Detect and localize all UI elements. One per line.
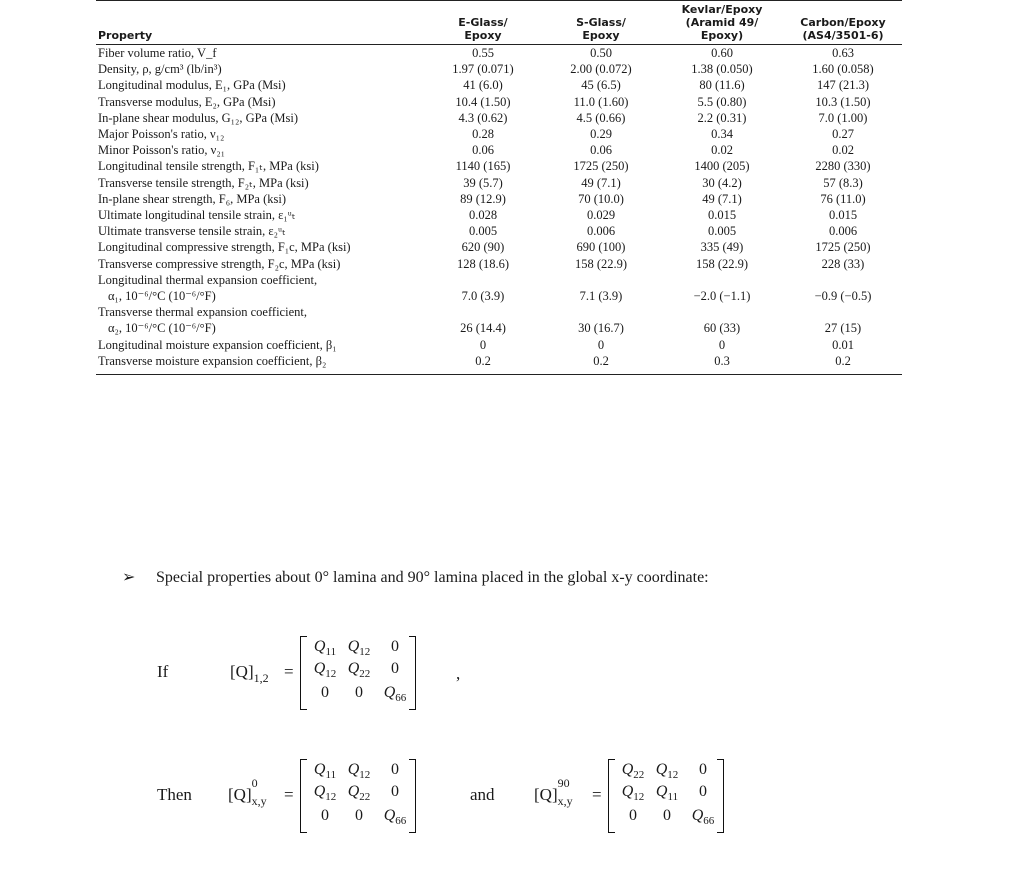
value-cell: 41 (6.0) (463, 78, 503, 93)
table-row (96, 256, 902, 272)
header-kevlar: Kevlar/Epoxy (Aramid 49/ Epoxy) (660, 1, 784, 45)
equals-sign: = (592, 785, 602, 804)
property-cell: Minor Poisson's ratio, ν₂₁ (98, 143, 226, 158)
value-cell: 147 (21.3) (816, 78, 870, 93)
property-cell: Longitudinal modulus, E₁, GPa (Msi) (98, 78, 286, 93)
property-cell: In-plane shear modulus, G₁₂, GPa (Msi) (98, 110, 298, 125)
value-cell: 0.06 (590, 143, 612, 158)
value-cell: 2.2 (0.31) (697, 110, 747, 125)
table-row (96, 158, 902, 174)
value-cell: 0.2 (835, 353, 851, 368)
then-word: Then (157, 785, 192, 804)
value-cell: 30 (4.2) (702, 175, 742, 190)
matrix-entry: 0 (321, 684, 329, 701)
table-row (96, 77, 902, 93)
value-cell: 11.0 (1.60) (573, 94, 629, 109)
matrix-entry: $Q_{66}$ (383, 684, 407, 704)
matrix-entry: $Q_{11}$ (313, 761, 337, 781)
value-cell: 7.1 (3.9) (579, 288, 623, 303)
value-cell: −2.0 (−1.1) (693, 288, 751, 303)
ninety-degree-stiffness-matrix (608, 759, 724, 831)
value-cell: 1140 (165) (455, 159, 511, 174)
value-cell: 80 (11.6) (699, 78, 745, 93)
value-cell: 0.01 (832, 337, 854, 352)
value-cell: 620 (90) (461, 240, 505, 255)
value-cell: 0.02 (832, 143, 854, 158)
matrix-entry: $Q_{12}$ (347, 761, 371, 781)
value-cell: 0.27 (832, 127, 854, 142)
value-cell: 1400 (205) (694, 159, 750, 174)
table-row (96, 207, 902, 223)
value-cell: 228 (33) (821, 256, 865, 271)
q12-label: $[Q]_{1,2}$ (230, 662, 269, 685)
value-cell: 0.006 (586, 224, 616, 239)
value-cell: 0.3 (714, 353, 730, 368)
value-cell: 89 (12.9) (460, 191, 506, 206)
comma: , (456, 664, 461, 683)
matrix-entry: 0 (699, 761, 707, 778)
table-row (96, 337, 902, 353)
value-cell: 158 (22.9) (695, 256, 749, 271)
equals-sign: = (284, 662, 294, 681)
value-cell: 0.029 (586, 208, 616, 223)
value-cell: 1.60 (0.058) (812, 62, 874, 77)
value-cell: 0.028 (468, 208, 498, 223)
property-cell: Transverse moisture expansion coefficient, β₂ (98, 353, 327, 368)
value-cell: 27 (15) (824, 321, 862, 336)
matrix-entry: 0 (391, 660, 399, 677)
value-cell: 10.4 (1.50) (455, 94, 511, 109)
value-cell: 0.015 (828, 208, 858, 223)
properties-table (96, 0, 902, 375)
table-row (96, 223, 902, 239)
value-cell: 1.38 (0.050) (691, 62, 753, 77)
value-cell: 0.02 (711, 143, 733, 158)
value-cell: 1.97 (0.071) (452, 62, 514, 77)
value-cell: 30 (16.7) (578, 321, 624, 336)
table-row (96, 61, 902, 77)
value-cell: 0.015 (707, 208, 737, 223)
table-row (96, 272, 902, 304)
table-row (96, 94, 902, 110)
matrix-entry: $Q_{12}$ (313, 783, 337, 803)
property-cell: Transverse compressive strength, F₂c, MPa (ksi) (98, 256, 341, 271)
value-cell: −0.9 (−0.5) (814, 288, 872, 303)
matrix-entry: $Q_{22}$ (621, 761, 645, 781)
table-row (96, 191, 902, 207)
matrix-entry: 0 (321, 807, 329, 824)
value-cell: 0.28 (472, 127, 494, 142)
matrix-entry: $Q_{22}$ (347, 660, 371, 680)
table-row (96, 239, 902, 255)
table-row (96, 175, 902, 191)
value-cell: 7.0 (3.9) (461, 288, 505, 303)
value-cell: 0.34 (711, 127, 733, 142)
matrix-entry: 0 (629, 807, 637, 824)
header-s-glass: S-Glass/ Epoxy (542, 1, 660, 45)
table-row (96, 126, 902, 142)
value-cell: 0.06 (472, 143, 494, 158)
value-cell: 2.00 (0.072) (570, 62, 632, 77)
table-row (96, 142, 902, 158)
zero-degree-stiffness-matrix (300, 759, 416, 831)
property-cell: Longitudinal tensile strength, F₁ₜ, MPa (ksi) (98, 159, 319, 174)
value-cell: 0 (718, 337, 726, 352)
value-cell: 70 (10.0) (578, 191, 624, 206)
matrix-entry: $Q_{12}$ (313, 660, 337, 680)
value-cell: 7.0 (1.00) (818, 110, 868, 125)
property-cell: Major Poisson's ratio, ν₁₂ (98, 127, 225, 142)
matrix-entry: 0 (355, 684, 363, 701)
value-cell: 0.60 (711, 46, 733, 60)
value-cell: 335 (49) (700, 240, 744, 255)
value-cell: 0 (479, 337, 487, 352)
property-cell: Density, ρ, g/cm³ (lb/in³) (98, 62, 222, 77)
table-row (96, 353, 902, 374)
bullet-statement (122, 567, 709, 587)
matrix-entry: $Q_{11}$ (313, 638, 337, 658)
value-cell: 39 (5.7) (463, 175, 503, 190)
value-cell: 690 (100) (576, 240, 626, 255)
value-cell: 1725 (250) (815, 240, 871, 255)
value-cell: 49 (7.1) (581, 175, 621, 190)
value-cell: 0.55 (472, 46, 494, 60)
property-cell: Longitudinal moisture expansion coefficient, β₁ (98, 337, 337, 352)
value-cell: 49 (7.1) (702, 191, 742, 206)
value-cell: 0.50 (590, 46, 612, 60)
property-cell: In-plane shear strength, F₆, MPa (ksi) (98, 191, 287, 206)
q90-label: [Q] 90 $_{x,y}$ (534, 776, 573, 808)
table-row (96, 45, 902, 62)
value-cell: 0.63 (832, 46, 854, 60)
value-cell: 0.006 (828, 224, 858, 239)
value-cell: 0.005 (707, 224, 737, 239)
property-cell: Transverse thermal expansion coefficient, α₂, 10⁻⁶/°C (10⁻⁶/°F) (98, 305, 307, 336)
matrix-entry: 0 (663, 807, 671, 824)
value-cell: 4.5 (0.66) (576, 110, 626, 125)
table-row (96, 110, 902, 126)
property-cell: Transverse tensile strength, F₂ₜ, MPa (ksi) (98, 175, 309, 190)
value-cell: 0.29 (590, 127, 612, 142)
value-cell: 128 (18.6) (456, 256, 510, 271)
matrix-entry: 0 (391, 638, 399, 655)
property-header: Property (96, 1, 424, 45)
value-cell: 0.2 (593, 353, 609, 368)
table-row (96, 304, 902, 336)
matrix-entry: $Q_{66}$ (691, 807, 715, 827)
property-cell: Ultimate transverse tensile strain, ε₂ᵘₜ (98, 224, 286, 239)
matrix-entry: $Q_{11}$ (655, 783, 679, 803)
value-cell: 0.005 (468, 224, 498, 239)
value-cell: 10.3 (1.50) (815, 94, 871, 109)
value-cell: 4.3 (0.62) (458, 110, 508, 125)
matrix-entry: 0 (355, 807, 363, 824)
q0-label: [Q] 0 $_{x,y}$ (228, 776, 267, 808)
and-word: and (470, 785, 495, 804)
header-carbon: Carbon/Epoxy (AS4/3501-6) (784, 1, 902, 45)
value-cell: 26 (14.4) (460, 321, 506, 336)
value-cell: 1725 (250) (573, 159, 629, 174)
matrix-entry: 0 (391, 761, 399, 778)
matrix-entry: $Q_{12}$ (347, 638, 371, 658)
matrix-entry: $Q_{12}$ (655, 761, 679, 781)
property-cell: Ultimate longitudinal tensile strain, ε₁ᵘₜ (98, 208, 296, 223)
value-cell: 60 (33) (703, 321, 741, 336)
value-cell: 0.2 (475, 353, 491, 368)
local-stiffness-matrix (300, 636, 416, 708)
value-cell: 0 (597, 337, 605, 352)
value-cell: 2280 (330) (815, 159, 871, 174)
matrix-entry: $Q_{66}$ (383, 807, 407, 827)
value-cell: 158 (22.9) (574, 256, 628, 271)
value-cell: 45 (6.5) (581, 78, 621, 93)
if-word: If (157, 662, 169, 681)
bullet-text: Special properties about 0° lamina and 90° lamina placed in the global x-y coordinate: (156, 569, 709, 586)
table-body (96, 45, 902, 375)
property-cell: Transverse modulus, E₂, GPa (Msi) (98, 94, 276, 109)
matrix-entry: 0 (699, 783, 707, 800)
table-bottom-rule (96, 374, 902, 375)
table-header-row (96, 1, 902, 45)
value-cell: 5.5 (0.80) (697, 94, 747, 109)
matrix-entry: $Q_{22}$ (347, 783, 371, 803)
property-cell: Longitudinal thermal expansion coefficient, α₁, 10⁻⁶/°C (10⁻⁶/°F) (98, 272, 318, 304)
matrix-entry: $Q_{12}$ (621, 783, 645, 803)
value-cell: 76 (11.0) (820, 191, 866, 206)
property-cell: Longitudinal compressive strength, F₁c, MPa (ksi) (98, 240, 351, 255)
value-cell: 57 (8.3) (823, 175, 863, 190)
property-cell: Fiber volume ratio, V_f (98, 46, 217, 60)
header-e-glass: E-Glass/ Epoxy (424, 1, 542, 45)
matrix-entry: 0 (391, 783, 399, 800)
arrow-bullet-icon: ➢ (122, 569, 136, 586)
equals-sign: = (284, 785, 294, 804)
